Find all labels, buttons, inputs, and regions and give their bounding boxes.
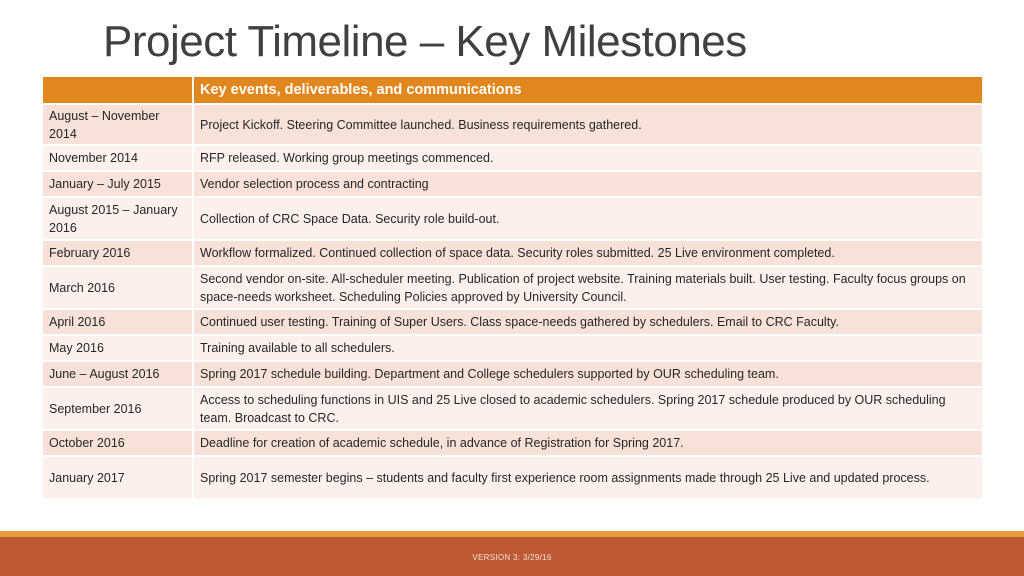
events-cell: Workflow formalized. Continued collection of space data. Security roles submitted. 25 Live environment completed. <box>193 240 983 266</box>
table-row <box>42 387 983 430</box>
slide-title: Project Timeline – Key Milestones <box>103 17 747 66</box>
header-events-cell: Key events, deliverables, and communications <box>193 76 983 104</box>
header-period-cell <box>42 76 193 104</box>
period-cell: January 2017 <box>42 456 193 499</box>
period-cell: March 2016 <box>42 266 193 309</box>
period-cell: June – August 2016 <box>42 361 193 387</box>
table-row <box>42 171 983 197</box>
period-cell: January – July 2015 <box>42 171 193 197</box>
table-row <box>42 145 983 171</box>
version-label: VERSION 3: 3/29/16 <box>472 553 552 562</box>
events-cell: Second vendor on-site. All-scheduler meeting. Publication of project website. Training materials built. User testing. Faculty focus groups on space-needs worksheet. Scheduling Policies approved by University Council. <box>193 266 983 309</box>
milestones-table <box>41 75 984 500</box>
period-cell: August – November 2014 <box>42 104 193 145</box>
table-row <box>42 197 983 240</box>
table-row <box>42 361 983 387</box>
period-cell: November 2014 <box>42 145 193 171</box>
period-cell: October 2016 <box>42 430 193 456</box>
events-cell: Access to scheduling functions in UIS and 25 Live closed to academic schedulers. Spring 2017 schedule produced by OUR scheduling team. Broadcast to CRC. <box>193 387 983 430</box>
table-row <box>42 309 983 335</box>
events-cell: Spring 2017 schedule building. Department and College schedulers supported by OUR scheduling team. <box>193 361 983 387</box>
table-row <box>42 456 983 499</box>
footer-bar <box>0 537 1024 576</box>
events-cell: Continued user testing. Training of Super Users. Class space-needs gathered by schedulers. Email to CRC Faculty. <box>193 309 983 335</box>
period-cell: May 2016 <box>42 335 193 361</box>
period-cell: September 2016 <box>42 387 193 430</box>
events-cell: Training available to all schedulers. <box>193 335 983 361</box>
table-row <box>42 335 983 361</box>
events-cell: Spring 2017 semester begins – students and faculty first experience room assignments made through 25 Live and updated process. <box>193 456 983 499</box>
events-cell: Project Kickoff. Steering Committee launched. Business requirements gathered. <box>193 104 983 145</box>
events-cell: Deadline for creation of academic schedule, in advance of Registration for Spring 2017. <box>193 430 983 456</box>
table-row <box>42 266 983 309</box>
table-header-row <box>42 76 983 104</box>
table-row <box>42 430 983 456</box>
events-cell: Collection of CRC Space Data. Security role build-out. <box>193 197 983 240</box>
events-cell: RFP released. Working group meetings commenced. <box>193 145 983 171</box>
table-row <box>42 104 983 145</box>
table-row <box>42 240 983 266</box>
events-cell: Vendor selection process and contracting <box>193 171 983 197</box>
period-cell: February 2016 <box>42 240 193 266</box>
period-cell: April 2016 <box>42 309 193 335</box>
period-cell: August 2015 – January 2016 <box>42 197 193 240</box>
